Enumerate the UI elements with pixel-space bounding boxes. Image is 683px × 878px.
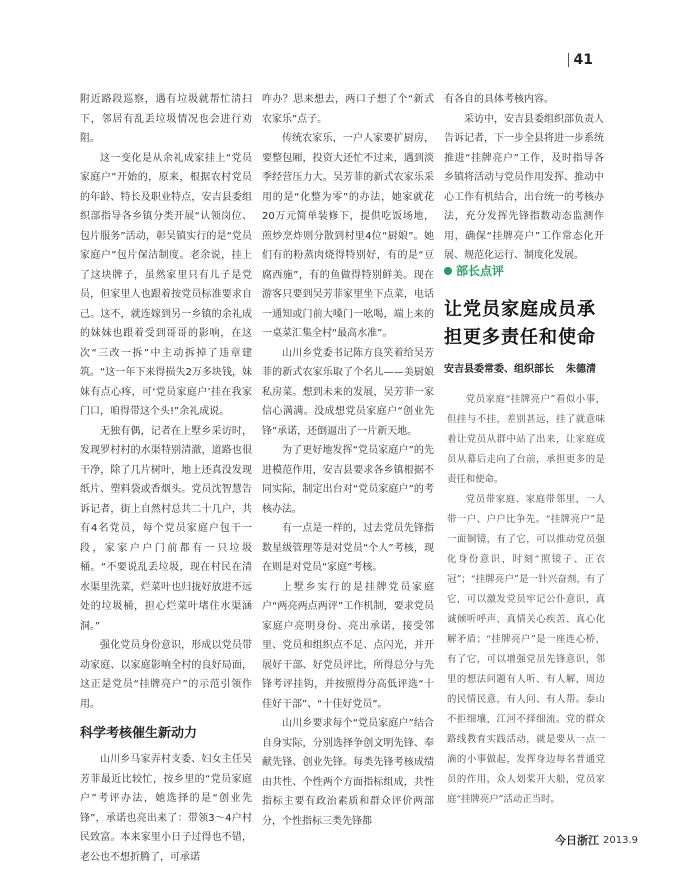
col2-paragraph-3: 山川乡党委书记陈方良笑着给吴芳菲的新式农家乐取了个名儿——美厨娘私房菜。想到未来的发展，吴芳菲一家信心满满。没成想党员家庭户“创业先锋”承诺，还倒逼出了一片新天地。 bbox=[262, 347, 434, 437]
page-number-divider bbox=[568, 53, 569, 67]
page-number bbox=[568, 52, 593, 68]
col1-paragraph-2: 这一变化是从余礼成家挂上“党员家庭户”开始的，原来，根据农村党员的年龄、特长及职业特点，安吉县委组织部指导各乡镇分类开展“认领岗位、包片服务”活动，彰吴镇实行的是“党员家庭户”包片保洁制度。老余说，挂上了这块牌子，虽然家里只有儿子是党员，但家里人也跟着按党员标准要求自己。这不，就连嫁到另一乡镇的余礼成的妹妹也跟着受到哥哥的影响，在这次“三改一拆”中主动拆掉了违章建筑。“这一年下来得损失2万多块钱，妹妹有点心疼，可‘党员家庭户’挂在我家门口，咱得带这个头!”余礼成说。 bbox=[80, 152, 252, 417]
commentary-section-tag bbox=[444, 262, 504, 279]
byline-org: 安吉县委常委、组织部长 bbox=[444, 364, 554, 375]
commentary-paragraph-2: 党员带家庭、家庭带邻里，一人带一户、户户比争先。“挂牌亮户”是一面铜镜，有了它，可以推动党员强化身份意识，时刻“照镜子、正衣冠”；“挂牌亮户”是一针兴奋剂，有了它，可以激发党员牢记公仆意识，真诚倾听呼声、真情关心疾苦、真心化解矛盾；“挂牌亮户”是一座连心桥，有了它，可以增强党员先锋意识，邻里的想法问题有人听、有人解，周边的民情民意，有人问、有人帮。泰山不拒细壤，江河不择细流。党的群众路线教育实践活动，就是要从一点一滴的小事做起，发挥身边每名普通党员的作用，众人划桨开大船，党员家庭“挂牌亮户”活动正当时。 bbox=[447, 494, 605, 805]
footer bbox=[555, 832, 638, 848]
page-number-text: 41 bbox=[573, 52, 593, 68]
col2-paragraph-5: 有一点是一样的，过去党员先锋指数星级管理等是对党员“个人”考核，现在则是对党员“家庭”考核。 bbox=[262, 523, 434, 573]
col1-paragraph-4: 强化党员身份意识，形成以党员带动家庭、以家庭影响全村的良好局面，这正是党员“挂牌亮户”的示范引领作用。 bbox=[80, 640, 252, 710]
col2-paragraph-4: 为了更好地发挥“党员家庭户”的先进模范作用，安吉县要求各乡镇根据不同实际，制定出台对“党员家庭户”的考核办法。 bbox=[262, 445, 434, 515]
col2-paragraph-1: 咋办？思来想去，两口子想了个“新式农家乐”点子。 bbox=[262, 94, 434, 125]
commentary-paragraph-1: 党员家庭“挂牌亮户”看似小事，但挂与不挂，差别甚远，挂了就意味着让党员从群中站了出来，让家庭成员从幕后走向了台前，承担更多的是责任和使命。 bbox=[447, 394, 605, 485]
section-tag-label: 部长点评 bbox=[456, 264, 505, 278]
bullet-dot-icon bbox=[444, 267, 452, 275]
col3-paragraph-2: 采访中，安吉县委组织部负责人告诉记者，下一步全县将进一步系统推进“挂牌亮户”工作，及时指导各乡镇将活动与党员作用发挥、推动中心工作有机结合，出台统一的考核办法，充分发挥先锋指数动态监测作用，确保“挂牌亮户”工作常态化开展、规范化运行、制度化发展。 bbox=[444, 113, 604, 261]
magazine-logo: 今日浙江 bbox=[555, 834, 599, 847]
col1-paragraph-3: 无独有偶，记者在上墅乡采访时，发现罗村村的水渠特别清澈，道路也很干净，除了几片树叶，地上还真没发现纸片、塑料袋或香烟头。党员沈智慧告诉记者，街上自然村总共二十几户，共有4名党员，每个党员家庭户包干一段，家家户户门前都有一只垃圾桶。“不要说乱丢垃圾，现在村民在清水渠里洗菜，烂菜叶也归拢好放进不远处的垃圾桶，担心烂菜叶堵住水渠涵洞。” bbox=[80, 425, 252, 632]
column-1 bbox=[80, 90, 252, 867]
section-heading: 科学考核催生新动力 bbox=[80, 726, 198, 741]
col1-paragraph-5: 山川乡马家弄村支委、妇女主任吴芳菲最近比较忙，按乡里的“党员家庭户”考评办法，她选择的是“创业先锋”，承诺也亮出来了：带领3～4户村民致富。本来家里小日子过得也不错，老公也不想折腾了，可承诺 bbox=[80, 754, 252, 863]
issue-date: 2013.9 bbox=[603, 834, 638, 846]
byline-name: 朱德清 bbox=[566, 364, 596, 375]
col2-paragraph-7: 山川乡要求每个“党员家庭户”结合自身实际，分别选择争创文明先锋、奉献先锋、创业先锋。每类先锋考核成绩由共性、个性两个方面指标组成，共性指标主要有政治素质和群众评价两部分，个性指标三类先锋都 bbox=[262, 718, 434, 827]
byline bbox=[444, 360, 596, 375]
column-2 bbox=[262, 90, 434, 831]
col2-paragraph-6: 上墅乡实行的是挂牌党员家庭户“两亮两点两评”工作机制，要求党员家庭户亮明身份、亮出承诺，接受邻里、党员和组织点不足、点闪光，并开展好干部、好党员评比，所得总分与先锋考评挂钩，并按照得分高低评选“十佳好干部”、“十佳好党员”。 bbox=[262, 581, 434, 710]
commentary-body bbox=[447, 390, 605, 810]
col2-paragraph-2: 传统农家乐，一户人家要扩厨房，要整包厢，投资大还忙不过来，遇到淡季经营压力大。吴芳菲的新式农家乐采用的是“化整为零”的办法，她家就花20万元简单装修下，提供吃饭场地，煎炒烹炸则分散到村里4位“厨娘”。她们有的粉蒸肉烧得特别好，有的是“豆腐西施”，有的鱼做得特别鲜美。现在游客只要到吴芳菲家里坐下点菜，电话一通知或门前大嗓门一吆喝，端上来的一桌菜汇集全村“最高水准”。 bbox=[262, 133, 434, 339]
commentary-headline: 让党员家庭成员承担更多责任和使命 bbox=[444, 299, 596, 348]
col1-paragraph-1: 附近路段巡察，遇有垃圾就帮忙清扫下，邻居有乱丢垃圾情况也会进行劝阻。 bbox=[80, 94, 252, 144]
col3-paragraph-1: 有各自的具体考核内容。 bbox=[444, 94, 554, 105]
column-3 bbox=[444, 90, 604, 266]
